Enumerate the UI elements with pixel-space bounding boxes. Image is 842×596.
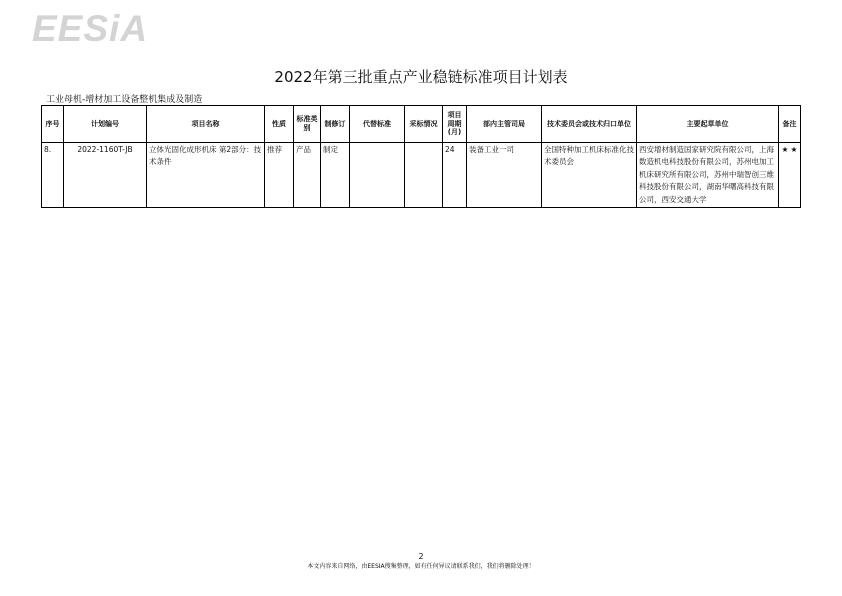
cell-project-name: 立体光固化成形机床 第2部分：技术条件 (147, 143, 265, 208)
col-header: 采标情况 (405, 106, 443, 143)
cell-drafters: 西安增材制造国家研究院有限公司，上海数造机电科技股份有限公司，苏州电加工机床研究所有限公司，苏州中瑞智创三维科技股份有限公司，湖南华曙高科技有限公司，西安交通大学 (637, 143, 779, 208)
page-number: 2 (418, 552, 424, 561)
document-title: 2022年第三批重点产业稳链标准项目计划表 (274, 68, 568, 86)
cell-revision: 制定 (321, 143, 350, 208)
cell-adoption (405, 143, 443, 208)
col-header: 性质 (265, 106, 294, 143)
col-header: 部内主管司局 (467, 106, 542, 143)
col-header: 备注 (779, 106, 801, 143)
col-header: 计划编号 (64, 106, 147, 143)
cell-remarks: ★ ★ (779, 143, 801, 208)
table-header-row (42, 106, 801, 143)
col-header: 序号 (42, 106, 64, 143)
cell-department: 装备工业一司 (467, 143, 542, 208)
standards-plan-table (41, 105, 801, 208)
table-row (42, 143, 801, 208)
col-header: 制修订 (321, 106, 350, 143)
cell-nature: 推荐 (265, 143, 294, 208)
cell-replaced-standard (350, 143, 405, 208)
col-header: 项目周期(月) (443, 106, 467, 143)
cell-plan-number: 2022-1160T-JB (64, 143, 147, 208)
cell-period: 24 (443, 143, 467, 208)
col-header: 主要起草单位 (637, 106, 779, 143)
section-heading: 工业母机-增材加工设备整机集成及制造 (46, 95, 203, 105)
col-header: 标准类别 (294, 106, 321, 143)
col-header: 技术委员会或技术归口单位 (542, 106, 637, 143)
cell-committee: 全国特种加工机床标准化技术委员会 (542, 143, 637, 208)
col-header: 代替标准 (350, 106, 405, 143)
cell-category: 产品 (294, 143, 321, 208)
footer-disclaimer: 本文内容来自网络，由EESIA搜集整理，如有任何异议请联系我们，我们将删除处理！ (307, 563, 535, 570)
cell-index: 8. (42, 143, 64, 208)
col-header: 项目名称 (147, 106, 265, 143)
eesia-logo: EESiA (32, 8, 149, 49)
